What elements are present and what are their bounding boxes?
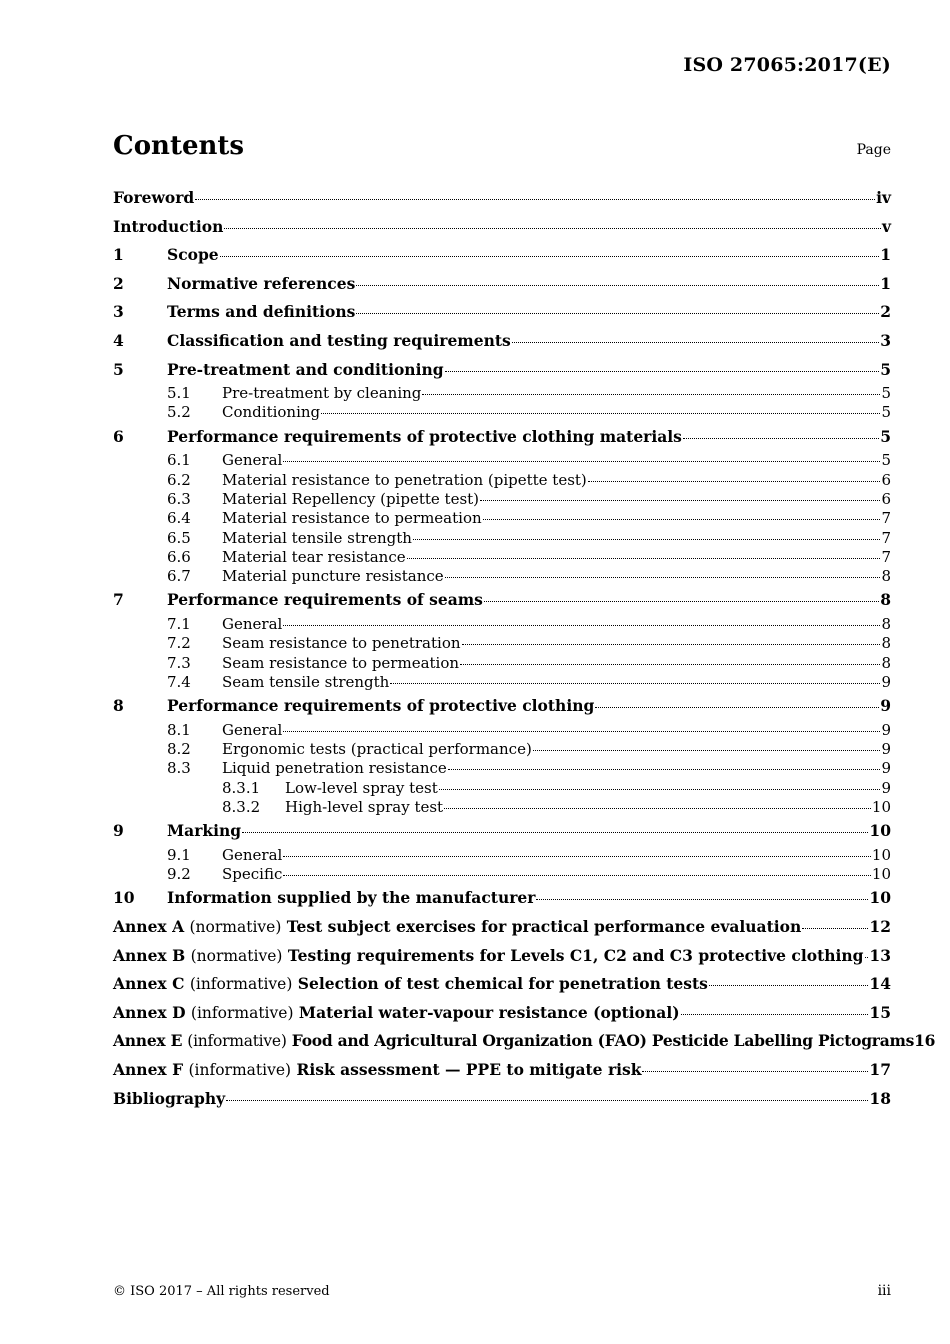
toc-entry-subclause-8-3[interactable] (113, 759, 891, 778)
toc-entry-bibliography[interactable] (113, 1085, 891, 1114)
toc-entry-title: General (222, 845, 283, 864)
toc-entry-subclause-8-3-2[interactable] (113, 798, 891, 817)
dot-leader (407, 557, 881, 559)
dot-leader (390, 682, 880, 684)
dot-leader (480, 499, 880, 501)
toc-entry-clause-9[interactable] (113, 817, 891, 846)
dot-leader (356, 284, 879, 286)
toc-entry-subclause-5-1[interactable] (113, 384, 891, 403)
toc-entry-title: Normative references (167, 273, 356, 293)
toc-page-number: 5 (881, 451, 891, 470)
toc-entry-annex-c[interactable] (113, 970, 891, 999)
toc-entry-title: Specific (222, 865, 283, 884)
dot-leader (484, 600, 879, 602)
page-column-label: Page (856, 142, 891, 158)
toc-entry-title: Terms and definitions (167, 302, 356, 322)
toc-clause-number: 8.3.1 (222, 778, 261, 797)
toc-clause-number: 6.4 (167, 509, 191, 528)
page-title: Contents (113, 131, 245, 161)
dot-leader (802, 927, 868, 929)
toc-entry-subclause-6-1[interactable] (113, 451, 891, 470)
toc-page-number: 10 (869, 821, 891, 841)
toc-clause-number: 2 (113, 273, 124, 293)
toc-page-number: iv (876, 188, 891, 207)
toc-entry-clause-7[interactable] (113, 586, 891, 615)
dot-leader (224, 227, 881, 229)
toc-clause-number: 6.7 (167, 567, 191, 586)
toc-entry-title: Scope (167, 245, 219, 265)
toc-clause-number: 10 (113, 888, 135, 908)
dot-leader (445, 370, 880, 372)
toc-page-number: 10 (871, 797, 891, 816)
toc-clause-number: 4 (113, 330, 124, 350)
toc-entry-title: Performance requirements of seams (167, 590, 483, 610)
toc-entry-title: Seam tensile strength (222, 672, 390, 691)
toc-clause-number: 7.3 (167, 653, 191, 672)
toc-entry-annex-a[interactable] (113, 913, 891, 942)
annex-kind: (normative) (189, 918, 282, 937)
toc-entry-title: Performance requirements of protective clothing materials (167, 426, 682, 446)
annex-title: Food and Agricultural Organization (FAO) Pesticide Labelling Pictograms (291, 1031, 915, 1051)
toc-entry-subclause-6-5[interactable] (113, 529, 891, 548)
dot-leader (283, 624, 880, 626)
dot-leader (283, 874, 871, 876)
toc-entry-title: Conditioning (222, 403, 321, 422)
toc-entry-clause-3[interactable] (113, 298, 891, 327)
footer-page-number: iii (877, 1283, 891, 1299)
toc-entry-title: General (222, 720, 283, 739)
toc-entry-subclause-8-2[interactable] (113, 740, 891, 759)
annex-kind: (informative) (188, 1061, 292, 1080)
toc-clause-number: 8.3.2 (222, 797, 261, 816)
dot-leader (512, 341, 879, 343)
toc-clause-number: 5.2 (167, 403, 191, 422)
dot-leader (226, 1099, 868, 1101)
annex-label: Annex E (113, 1031, 183, 1051)
toc-entry-title: High-level spray test (285, 797, 444, 816)
annex-title: Testing requirements for Levels C1, C2 and C3 protective clothing (287, 945, 864, 965)
toc-clause-number: 7 (113, 590, 124, 610)
dot-leader (460, 663, 880, 665)
toc-entry-annex-d[interactable] (113, 999, 891, 1028)
toc-page-number: 18 (869, 1088, 891, 1108)
toc-clause-number: 9.1 (167, 845, 191, 864)
toc-page-number: 9 (881, 778, 891, 797)
toc-entry-title: Material Repellency (pipette test) (222, 489, 480, 508)
toc-page-number: 6 (881, 489, 891, 508)
toc-page-number: 3 (880, 330, 891, 350)
toc-page-number: 8 (881, 634, 891, 653)
copyright-notice: © ISO 2017 – All rights reserved (113, 1284, 330, 1299)
toc-entry-introduction[interactable] (113, 213, 891, 242)
dot-leader (422, 393, 880, 395)
dot-leader (483, 518, 881, 520)
annex-title: Test subject exercises for practical performance evaluation (286, 917, 802, 937)
toc-page-number: 6 (881, 470, 891, 489)
toc-entry-annex-e[interactable] (113, 1027, 936, 1056)
toc-clause-number: 7.4 (167, 672, 191, 691)
toc-page-number: 1 (880, 273, 891, 293)
toc-entry-subclause-6-6[interactable] (113, 548, 891, 567)
annex-label: Annex D (113, 1002, 186, 1022)
dot-leader (195, 198, 875, 200)
dot-leader (709, 984, 869, 986)
annex-title: Risk assessment — PPE to mitigate risk (296, 1060, 642, 1080)
toc-entry-title (113, 999, 680, 1028)
toc-entry-title: General (222, 615, 283, 634)
toc-entry-subclause-8-3-1[interactable] (113, 779, 891, 798)
document-identifier: ISO 27065:2017(E) (683, 54, 891, 76)
toc-clause-number: 7.2 (167, 634, 191, 653)
toc-clause-number: 8.1 (167, 720, 191, 739)
toc-entry-subclause-8-1[interactable] (113, 721, 891, 740)
toc-entry-title: Bibliography (113, 1088, 226, 1108)
dot-leader (683, 437, 879, 439)
toc-entry-subclause-7-1[interactable] (113, 615, 891, 634)
annex-label: Annex B (113, 945, 186, 965)
toc-entry-subclause-7-4[interactable] (113, 673, 891, 692)
toc-clause-number: 6.6 (167, 547, 191, 566)
toc-page-number: 10 (871, 865, 891, 884)
toc-page-number: 12 (869, 917, 891, 937)
annex-kind: (normative) (190, 946, 283, 965)
toc-entry-clause-10[interactable] (113, 884, 891, 913)
toc-entry-title: Pre-treatment and conditioning (167, 359, 444, 379)
toc-entry-title: Seam resistance to permeation (222, 653, 460, 672)
toc-page-number: 7 (881, 547, 891, 566)
toc-entry-subclause-7-3[interactable] (113, 654, 891, 673)
toc-entry-clause-4[interactable] (113, 327, 891, 356)
toc-entry-subclause-5-2[interactable] (113, 403, 891, 422)
dot-leader (681, 1013, 869, 1015)
toc-page-number: 9 (881, 759, 891, 778)
dot-leader (588, 480, 881, 482)
toc-entry-clause-2[interactable] (113, 270, 891, 299)
annex-label: Annex A (113, 917, 185, 937)
table-of-contents (113, 184, 936, 1113)
toc-entry-title: Material tear resistance (222, 547, 406, 566)
dot-leader (220, 255, 880, 257)
toc-page-number: 9 (881, 740, 891, 759)
dot-leader (242, 831, 868, 833)
toc-clause-number: 5.1 (167, 384, 191, 403)
toc-entry-title: Material resistance to penetration (pipette test) (222, 470, 587, 489)
toc-entry-title: Introduction (113, 216, 224, 236)
toc-clause-number: 8.3 (167, 759, 191, 778)
toc-page-number: 7 (881, 509, 891, 528)
toc-entry-subclause-6-7[interactable] (113, 567, 891, 586)
toc-entry-title: Marking (167, 821, 242, 841)
toc-page-number: 9 (881, 672, 891, 691)
toc-page-number: 9 (880, 696, 891, 716)
toc-entry-title: Material puncture resistance (222, 567, 444, 586)
dot-leader (283, 855, 871, 857)
dot-leader (413, 538, 881, 540)
toc-page-number: 8 (881, 615, 891, 634)
annex-title: Selection of test chemical for penetration tests (297, 974, 708, 994)
dot-leader (444, 807, 871, 809)
toc-entry-clause-8[interactable] (113, 692, 891, 721)
dot-leader (642, 1070, 868, 1072)
toc-clause-number: 8.2 (167, 740, 191, 759)
toc-page-number: 8 (881, 567, 891, 586)
dot-leader (533, 749, 881, 751)
toc-entry-title: Pre-treatment by cleaning (222, 384, 422, 403)
toc-entry-title: Foreword (113, 188, 195, 207)
dot-leader (356, 312, 879, 314)
toc-page-number: 17 (869, 1060, 891, 1080)
dot-leader (462, 643, 881, 645)
toc-clause-number: 3 (113, 302, 124, 322)
toc-clause-number: 9.2 (167, 865, 191, 884)
toc-entry-foreword[interactable] (113, 184, 891, 213)
annex-kind: (informative) (187, 1032, 287, 1051)
toc-entry-title: Ergonomic tests (practical performance) (222, 740, 532, 759)
annex-title: Material water-vapour resistance (optional) (298, 1002, 680, 1022)
toc-entry-title (113, 913, 801, 942)
dot-leader (321, 412, 880, 414)
toc-page-number: 13 (869, 945, 891, 965)
toc-entry-title: Material tensile strength (222, 528, 412, 547)
toc-entry-title: General (222, 451, 283, 470)
toc-entry-clause-5[interactable] (113, 356, 891, 385)
toc-clause-number: 1 (113, 245, 124, 265)
toc-clause-number: 6.1 (167, 451, 191, 470)
toc-clause-number: 6.2 (167, 470, 191, 489)
toc-page-number: 15 (869, 1002, 891, 1022)
toc-entry-subclause-6-4[interactable] (113, 509, 891, 528)
toc-entry-title: Performance requirements of protective clothing (167, 696, 595, 716)
toc-entry-annex-f[interactable] (113, 1056, 891, 1085)
toc-page-number: 10 (869, 888, 891, 908)
toc-clause-number: 7.1 (167, 615, 191, 634)
toc-page-number: 2 (880, 302, 891, 322)
annex-kind: (informative) (190, 1003, 294, 1022)
dot-leader (283, 460, 880, 462)
toc-page-number: 7 (881, 528, 891, 547)
toc-entry-title: Information supplied by the manufacturer (167, 888, 536, 908)
dot-leader (536, 898, 868, 900)
toc-clause-number: 5 (113, 359, 124, 379)
toc-clause-number: 8 (113, 696, 124, 716)
toc-clause-number: 6.3 (167, 489, 191, 508)
annex-label: Annex F (113, 1060, 184, 1080)
annex-label: Annex C (113, 974, 185, 994)
toc-entry-title: Low-level spray test (285, 778, 438, 797)
toc-entry-annex-b[interactable] (113, 942, 891, 971)
toc-page-number: 8 (880, 590, 891, 610)
dot-leader (865, 956, 869, 958)
toc-clause-number: 9 (113, 821, 124, 841)
toc-clause-number: 6.5 (167, 528, 191, 547)
toc-entry-subclause-6-2[interactable] (113, 471, 891, 490)
toc-page-number: 5 (881, 403, 891, 422)
toc-clause-number: 6 (113, 426, 124, 446)
toc-entry-title (113, 942, 864, 971)
toc-entry-subclause-7-2[interactable] (113, 634, 891, 653)
toc-page-number: 10 (871, 845, 891, 864)
toc-page-number: 8 (881, 653, 891, 672)
annex-kind: (informative) (189, 975, 293, 994)
toc-entry-title: Classification and testing requirements (167, 330, 511, 350)
toc-page-number: 14 (869, 974, 891, 994)
toc-page-number: 5 (880, 426, 891, 446)
dot-leader (448, 768, 881, 770)
toc-page-number: 5 (881, 384, 891, 403)
toc-entry-title (113, 1056, 641, 1085)
toc-page-number: 1 (880, 245, 891, 265)
dot-leader (439, 788, 881, 790)
toc-entry-subclause-6-3[interactable] (113, 490, 891, 509)
toc-page-number: 16 (914, 1031, 936, 1051)
toc-page-number: v (881, 216, 891, 236)
toc-entry-clause-1[interactable] (113, 241, 891, 270)
toc-entry-title: Seam resistance to penetration (222, 634, 461, 653)
dot-leader (445, 576, 881, 578)
toc-entry-subclause-9-2[interactable] (113, 865, 891, 884)
toc-entry-title: Material resistance to permeation (222, 509, 482, 528)
toc-page-number: 5 (880, 359, 891, 379)
toc-entry-subclause-9-1[interactable] (113, 846, 891, 865)
dot-leader (595, 706, 879, 708)
toc-entry-title (113, 970, 708, 999)
toc-page-number: 9 (881, 720, 891, 739)
toc-entry-clause-6[interactable] (113, 423, 891, 452)
dot-leader (283, 730, 880, 732)
toc-entry-title (113, 1027, 914, 1056)
toc-entry-title: Liquid penetration resistance (222, 759, 447, 778)
